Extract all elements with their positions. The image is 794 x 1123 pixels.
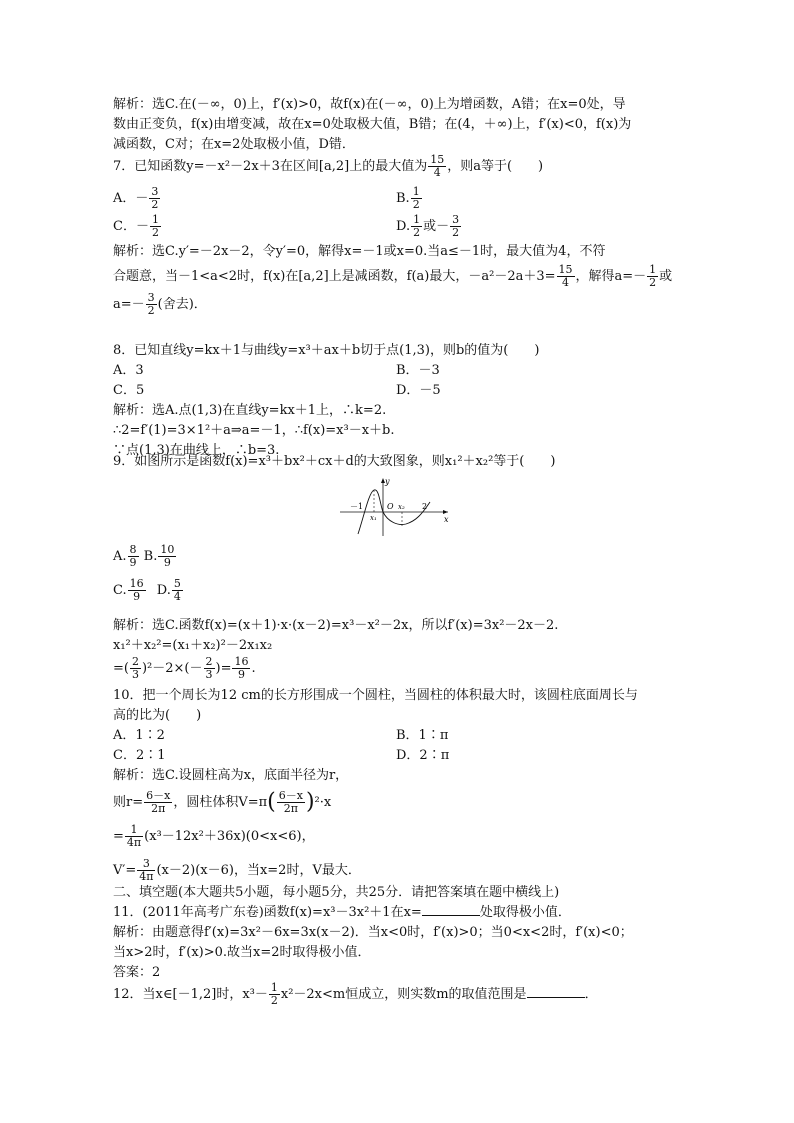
q6-solution: 解析：选C.在(－∞，0)上，f′(x)>0，故f(x)在(－∞，0)上为增函数，A错；在x=0处，导 数由正变负，f(x)由增变减，故在x=0处取极大值，B错；在(4，＋∞)上，f′(x)<0，f(x)为 减函数，C对；在x=2处取极小值，D错． [113,97,632,152]
section-heading: 二、填空题(本大题共5小题，每小题5分，共25分．请把答案填在题中横线上) [113,885,560,900]
q7-options-ab: A．－ $\frac{3}{2}$ B. $\frac{1}{2}$ [113,185,420,211]
question-7: 7．已知函数y=－x²－2x＋3在区间[a,2]上的最大值为 $\frac{15}{4}$ ，则a等于( ) A．－ $\frac{3}{2}$ B. $\frac{1}{2}$ C．－ $\frac{1}{2}$ D. $\frac{1}{2}$ 或－ $\frac{3}{2}$ 解析：选C.y′=－2x－2，令y′=0，解得x=－1或x=0.当a≤－1时，最大值为4，不符 合题意，当－1<a<2时，f(x)在[a,2]上是减函数，f(a)最大，－a²－2a＋3= $\frac{15}{4}$ ，解得a=－ $\frac{1}{2}$ 或 a=－ $\frac{3}{2}$ (舍去)． [113,154,678,318]
question-9: 9．如图所示是函数f(x)=x³＋bx²＋cx＋d的大致图象，则x₁²＋x₂²等于( ) [113,454,556,469]
q11-answer: 答案：2 [113,965,161,980]
q7-solution-line3: a=－ $\frac{3}{2}$ (舍去)． [113,291,207,317]
q9-options: A. $\frac{8}{9}$ B. $\frac{10}{9}$ C. $\frac{16}{9}$ D. $\frac{5}{4}$ [113,543,181,603]
section-fill-in: 二、填空题(本大题共5小题，每小题5分，共25分．请把答案填在题中横线上) 11．(2011年高考广东卷)函数f(x)=x³－3x²＋1在x= 处取得极小值． 解析：由题意得f′(x)=3x²－6x=3x(x－2)．当x<0时，f′(x)>0；当0<x<2时，f′(x)<0； 当x>2时，f′(x)>0.故当x=2时取得极小值． 答案：2 [113,883,678,983]
q7-solution-line1: 解析：选C.y′=－2x－2，令y′=0，解得x=－1或x=0.当a≤－1时，最大值为4，不符 [113,244,606,259]
graph-y-label: y [385,477,390,486]
cubic-function-graph [336,476,456,538]
question-11: 11．(2011年高考广东卷)函数f(x)=x³－3x²＋1在x= 处取得极小值． [113,905,571,920]
graph-origin: O [387,502,394,511]
q12-answer-blank [527,985,585,998]
q9-solution: 解析：选C.函数f(x)=(x＋1)·x·(x－2)=x³－x²－2x，所以f′(x)=3x²－2x－2. x₁²＋x₂²=(x₁＋x₂)²－2x₁x₂ =( $\frac{2}{3}$ )²－2×(－ $\frac{2}{3}$ )= $\frac{16}{9}$ . [113,618,559,681]
graph-x2: x₂ [398,503,405,511]
graph-x-label: x [444,515,449,524]
question-10: 10．把一个周长为12 cm的长方形围成一个圆柱，当圆柱的体积最大时，该圆柱底面周长与 高的比为( ) A．1∶2 B．1∶π C．2∶1 D．2∶π 解析：选C.设圆柱高为x，底面半径为r， 则r= $\frac{6-x}{2\pi}$ ，圆柱体积V=π( $\frac{6-x}{2\pi}$ )²·x = $\frac{1}{4\pi}$ (x³－12x²＋36x)(0<x<6)， V′= $\frac{3}{4\pi}$ (x－2)(x－6)，当x=2时，V最大． [113,688,638,883]
question-8: 8．已知直线y=kx＋1与曲线y=x³＋ax＋b切于点(1,3)，则b的值为( ) A．3 B．－3 C．5 D．－5 解析：选A.点(1,3)在直线y=kx＋1上，∴k=2. ∴2=f′(1)=3×1²＋a⇒a=－1，∴f(x)=x³－x＋b. ∵点(1,3)在曲线上，∴b=3. [113,343,540,458]
q11-answer-blank [422,903,480,916]
graph-tick-two: 2 [422,502,428,511]
question-12: 12．当x∈[－1,2]时，x³－ $\frac{1}{2}$ x²－2x<m恒成立，则实数m的取值范围是 ． [113,981,598,1007]
graph-tick-minus-one: －1 [350,502,364,511]
q7-options-cd: C．－ $\frac{1}{2}$ D. $\frac{1}{2}$ 或－ $\frac{3}{2}$ [113,213,460,239]
graph-x1: x₁ [370,514,377,522]
q7-solution-line2: 合题意，当－1<a<2时，f(x)在[a,2]上是减函数，f(a)最大，－a²－2a＋3= $\frac{15}{4}$ ，解得a=－ $\frac{1}{2}$ 或 [113,263,673,289]
